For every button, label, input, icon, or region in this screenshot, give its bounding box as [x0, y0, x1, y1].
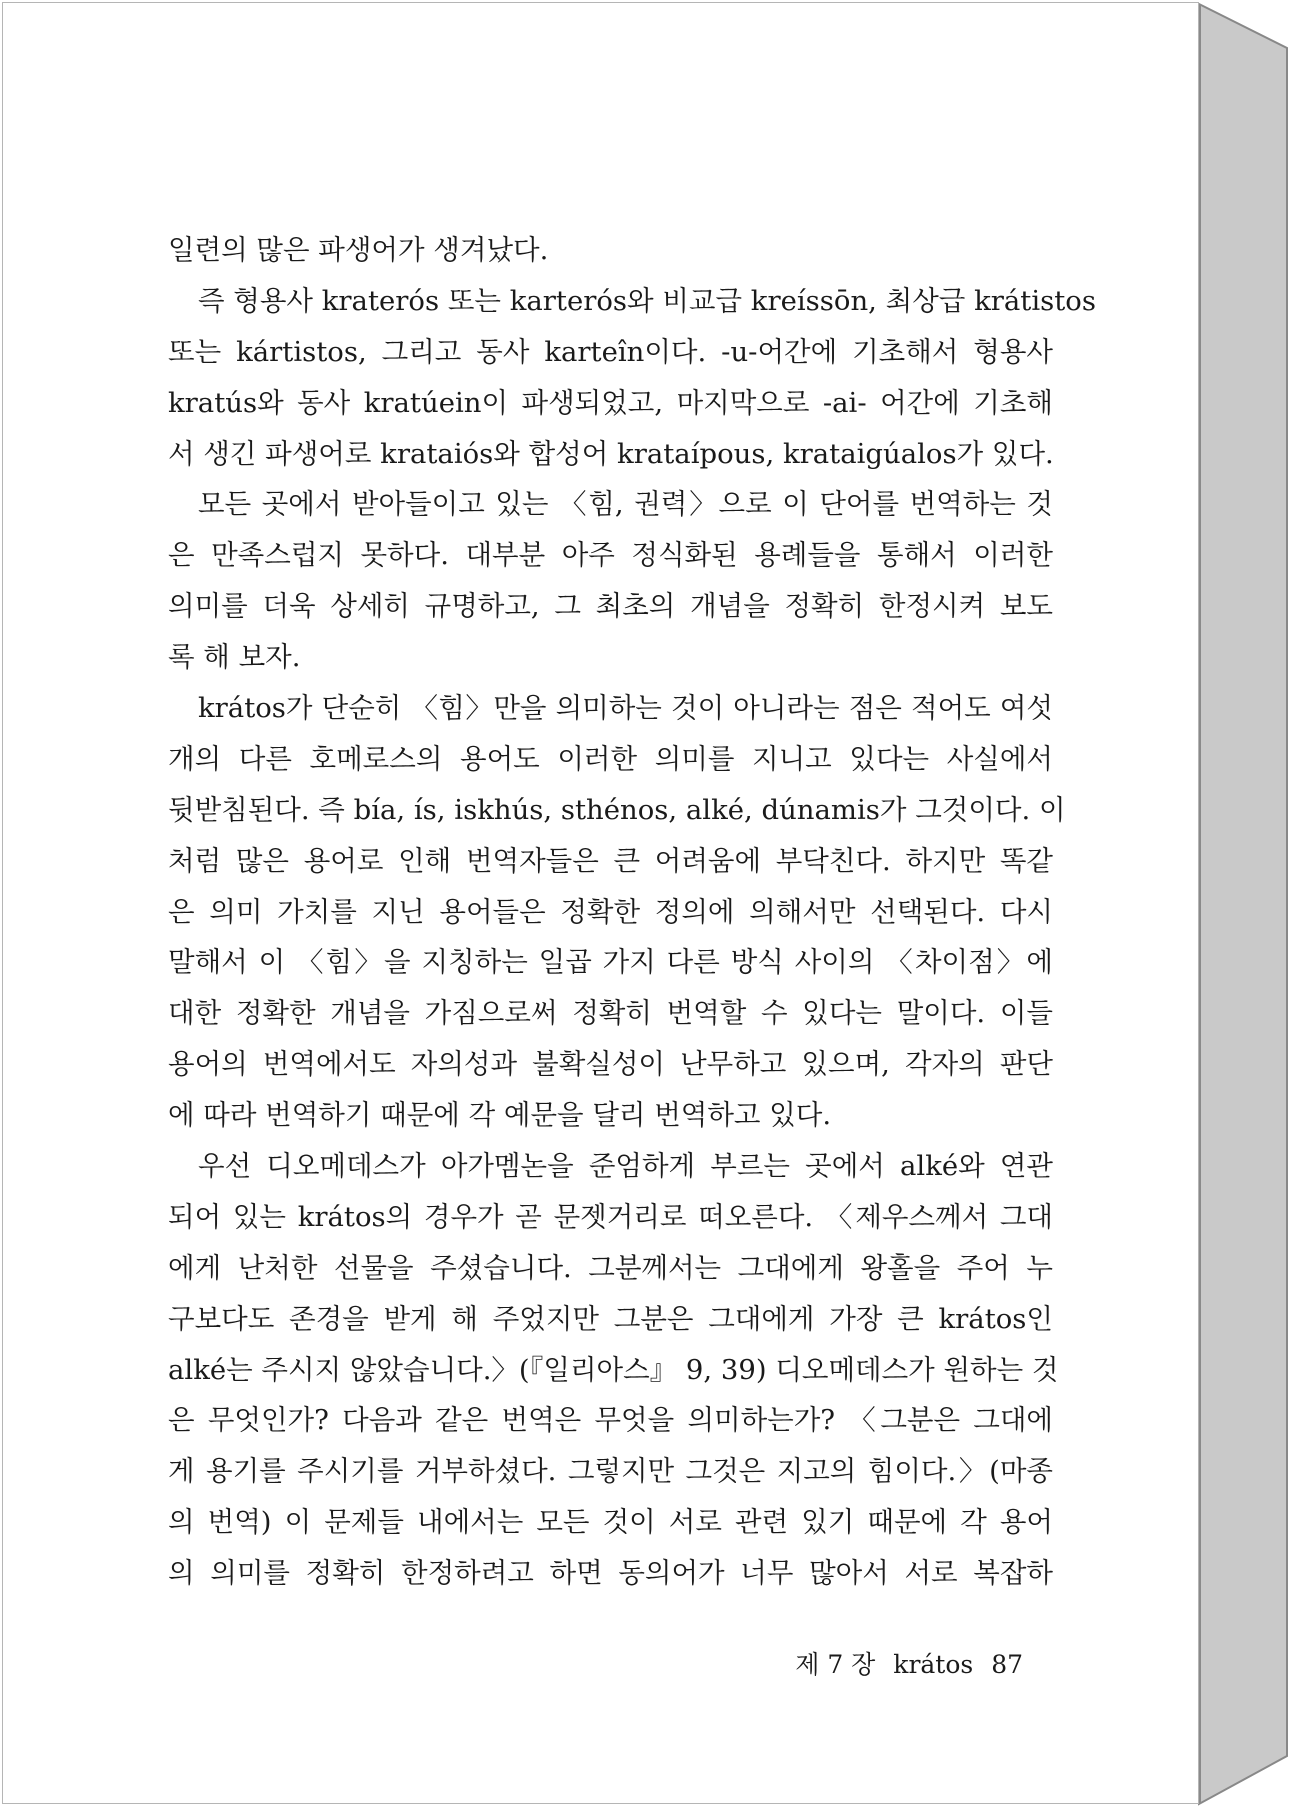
text-line: 용어의 번역에서도 자의성과 불확실성이 난무하고 있으며, 각자의 판단: [168, 1048, 1053, 1081]
footer-chapter: 제 7 장: [795, 1650, 876, 1679]
text-line: 말해서 이 〈힘〉을 지칭하는 일곱 가지 다른 방식 사이의 〈차이점〉에: [168, 946, 1053, 979]
text-line: 의미를 더욱 상세히 규명하고, 그 최초의 개념을 정확히 한정시켜 보도: [168, 590, 1053, 623]
page-footer: [703, 1645, 1023, 1681]
footer-term: krátos: [893, 1650, 974, 1679]
text-line: 모든 곳에서 받아들이고 있는 〈힘, 권력〉으로 이 단어를 번역하는 것: [198, 488, 1053, 521]
text-line: 의 번역) 이 문제들 내에서는 모든 것이 서로 관련 있기 때문에 각 용어: [168, 1506, 1053, 1539]
text-line: 게 용기를 주시기를 거부하셨다. 그렇지만 그것은 지고의 힘이다.〉(마종: [168, 1455, 1053, 1488]
text-line: 은 의미 가치를 지닌 용어들은 정확한 정의에 의해서만 선택된다. 다시: [168, 895, 1053, 928]
text-line: 되어 있는 krátos의 경우가 곧 문젯거리로 떠오른다. 〈제우스께서 그대: [168, 1200, 1053, 1233]
text-line: 우선 디오메데스가 아가멤논을 준엄하게 부르는 곳에서 alké와 연관: [198, 1150, 1053, 1183]
text-line: 뒷받침된다. 즉 bía, ís, iskhús, sthénos, alké, dúnamis가 그것이다. 이: [168, 793, 1066, 826]
text-line: kratús와 동사 kratúein이 파생되었고, 마지막으로 -ai- 어간에 기초해: [168, 386, 1053, 419]
text-line: 대한 정확한 개념을 가짐으로써 정확히 번역할 수 있다는 말이다. 이들: [168, 997, 1053, 1030]
body-text: [168, 225, 1096, 1599]
text-line: 록 해 보자.: [168, 641, 301, 674]
text-line: 에 따라 번역하기 때문에 각 예문을 달리 번역하고 있다.: [168, 1099, 832, 1132]
text-line: 서 생긴 파생어로 krataiós와 합성어 krataípous, krataigúalos가 있다.: [168, 437, 1054, 470]
text-line: 즉 형용사 kraterós 또는 karterós와 비교급 kreíssōn, 최상급 krátistos: [198, 284, 1096, 317]
text-line: 처럼 많은 용어로 인해 번역자들은 큰 어려움에 부닥친다. 하지만 똑같: [168, 844, 1053, 877]
text-line: 은 만족스럽지 못하다. 대부분 아주 정식화된 용례들을 통해서 이러한: [168, 539, 1053, 572]
text-line: 일련의 많은 파생어가 생겨났다.: [168, 234, 549, 266]
text-line: 은 무엇인가? 다음과 같은 번역은 무엇을 의미하는가? 〈그분은 그대에: [168, 1404, 1053, 1437]
text-line: 구보다도 존경을 받게 해 주었지만 그분은 그대에게 가장 큰 krátos인: [168, 1302, 1053, 1335]
text-line: alké는 주시지 않았습니다.〉(『일리아스』 9, 39) 디오메데스가 원하는 것: [168, 1353, 1059, 1386]
book-page: [2, 2, 1199, 1804]
text-line: 의 의미를 정확히 한정하려고 하면 동의어가 너무 많아서 서로 복잡하: [168, 1557, 1053, 1590]
page-number: 87: [991, 1650, 1023, 1679]
text-line: krátos가 단순히 〈힘〉만을 의미하는 것이 아니라는 점은 적어도 여섯: [198, 692, 1053, 725]
text-line: 또는 kártistos, 그리고 동사 karteîn이다. -u-어간에 기초해서 형용사: [168, 335, 1053, 368]
text-line: 에게 난처한 선물을 주셨습니다. 그분께서는 그대에게 왕홀을 주어 누: [168, 1251, 1053, 1284]
text-line: 개의 다른 호메로스의 용어도 이러한 의미를 지니고 있다는 사실에서: [168, 742, 1053, 775]
